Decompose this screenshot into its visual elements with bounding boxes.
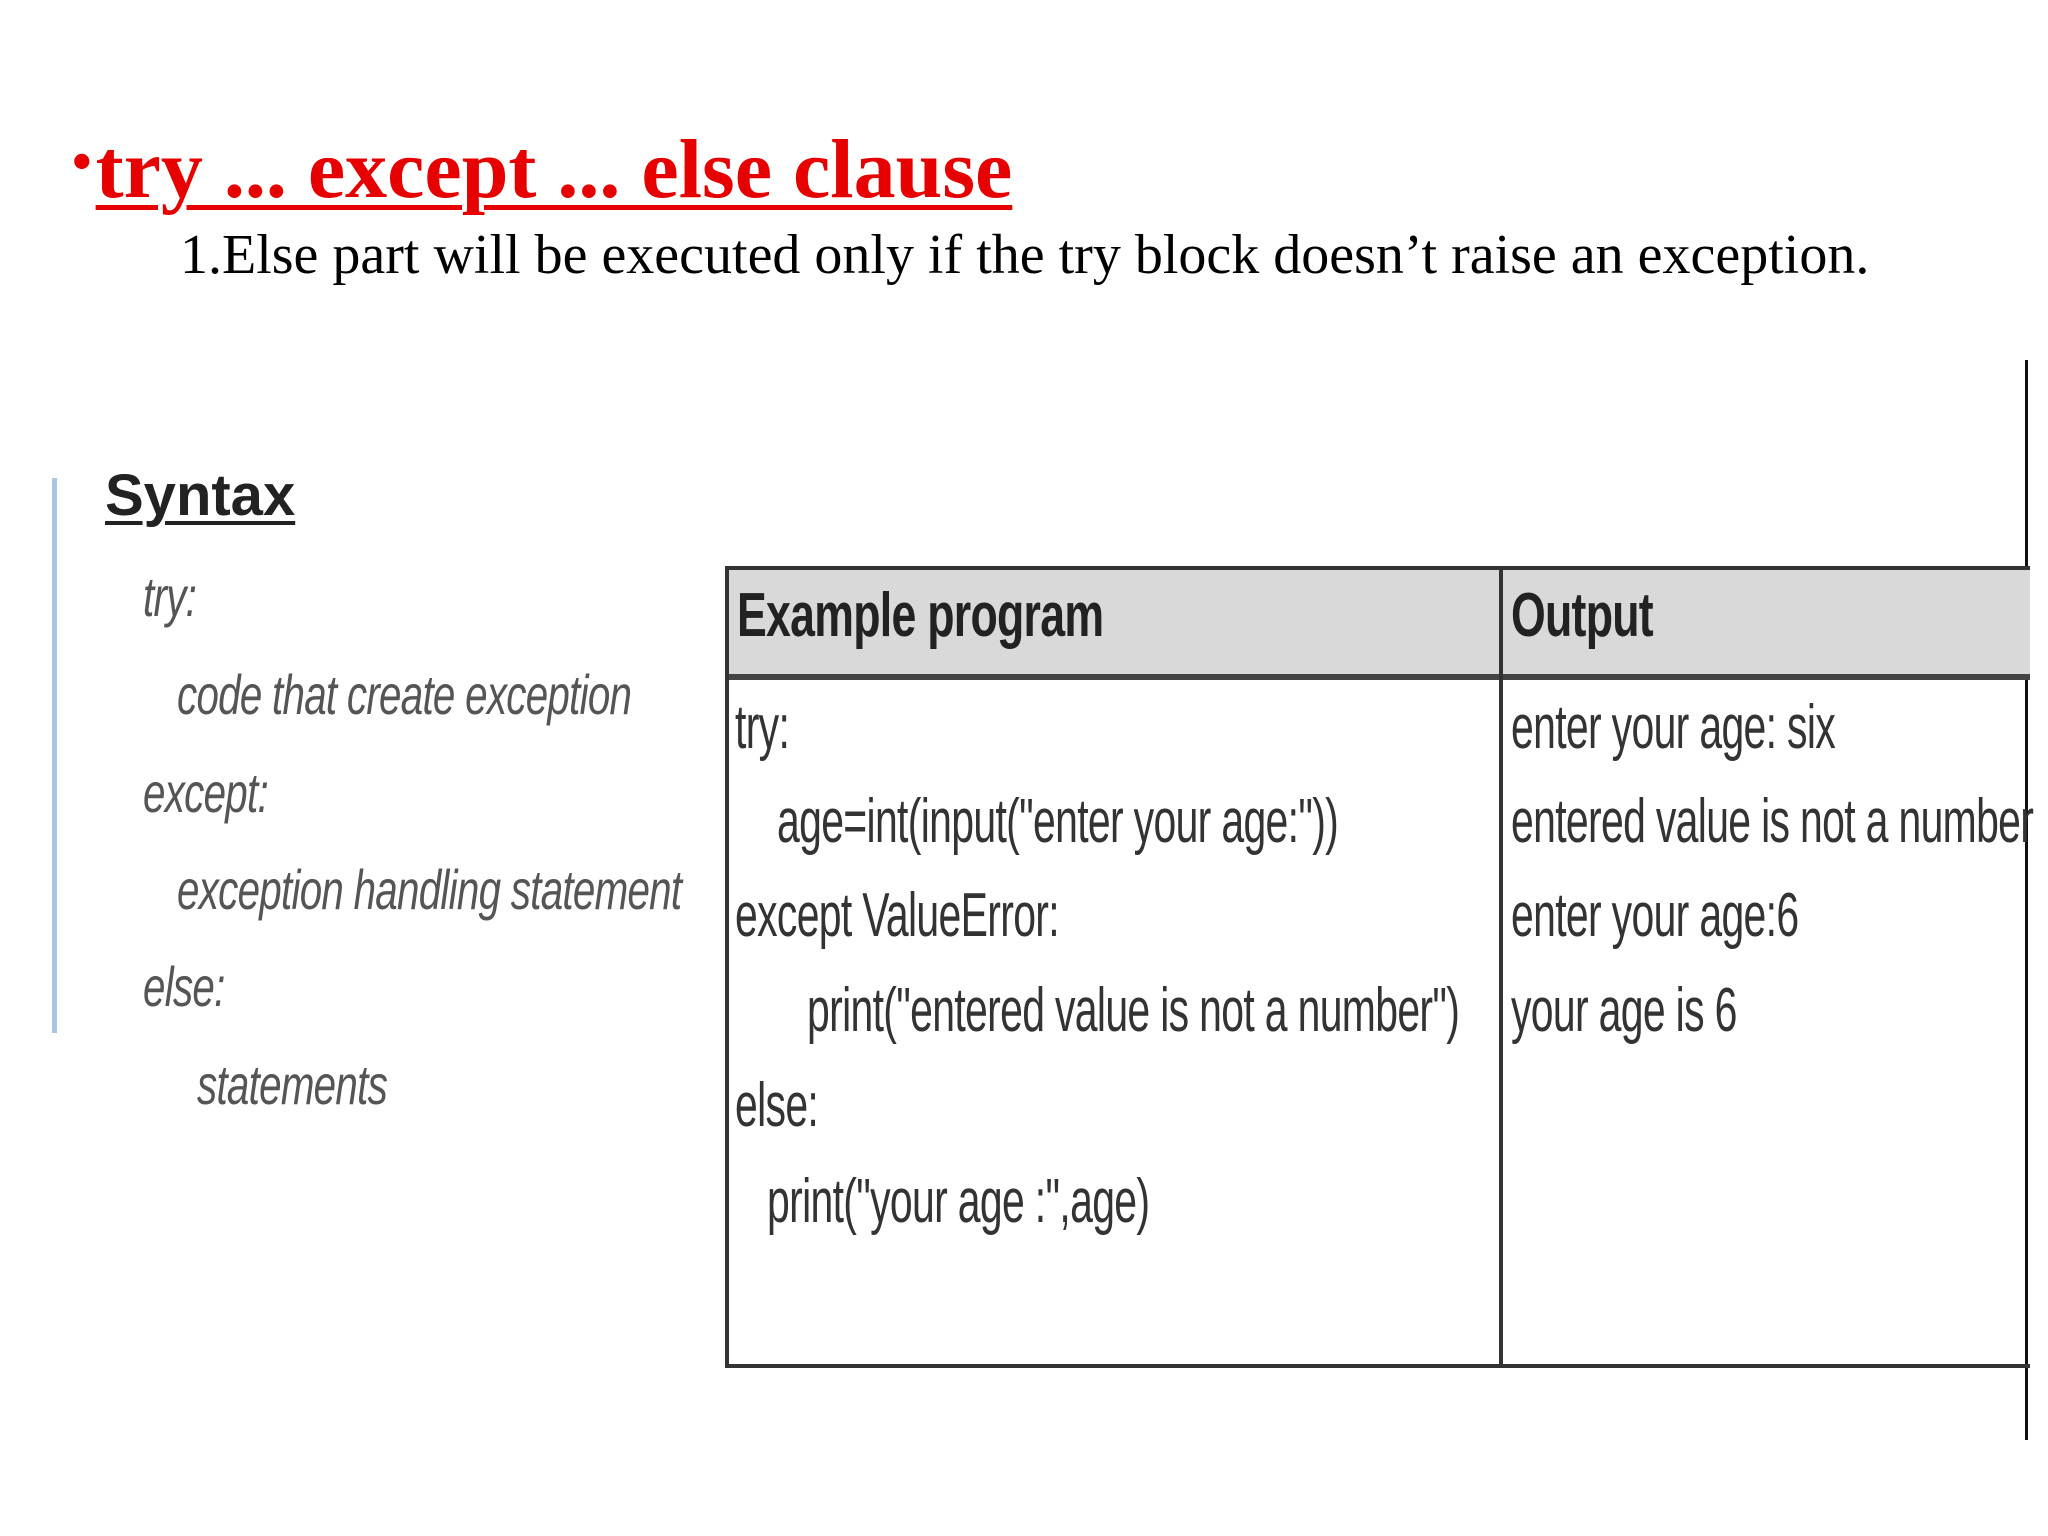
header-output: Output [1511,581,1653,650]
code-line: age=int(input("enter your age:")) [777,787,1339,856]
bullet-icon: • [72,131,92,193]
output-line: your age is 6 [1511,976,1737,1045]
syntax-line: exception handling statement [177,858,682,921]
slide-title: try ... except ... else clause [95,123,1013,216]
output-line: enter your age: six [1511,693,1836,762]
slide-heading [72,120,1012,220]
slide-point: 1.Else part will be executed only if the try block doesn’t raise an exception. [180,224,1870,286]
syntax-line: else: [143,955,225,1018]
syntax-title: Syntax [105,463,296,528]
code-line: print("entered value is not a number") [807,976,1460,1045]
column-divider [1499,570,1503,1364]
syntax-line: try: [143,565,197,628]
header-example-program: Example program [737,581,1104,650]
accent-bar [52,478,57,1033]
syntax-line: statements [197,1053,388,1116]
syntax-line: except: [143,761,268,824]
code-line: except ValueError: [735,881,1059,950]
code-line: print("your age :",age) [767,1167,1150,1236]
code-line: try: [735,693,790,762]
syntax-line: code that create exception [177,663,632,726]
output-line: entered value is not a number [1511,787,2034,856]
example-table [725,566,2034,1368]
output-line: enter your age:6 [1511,881,1799,950]
code-line: else: [735,1071,819,1140]
